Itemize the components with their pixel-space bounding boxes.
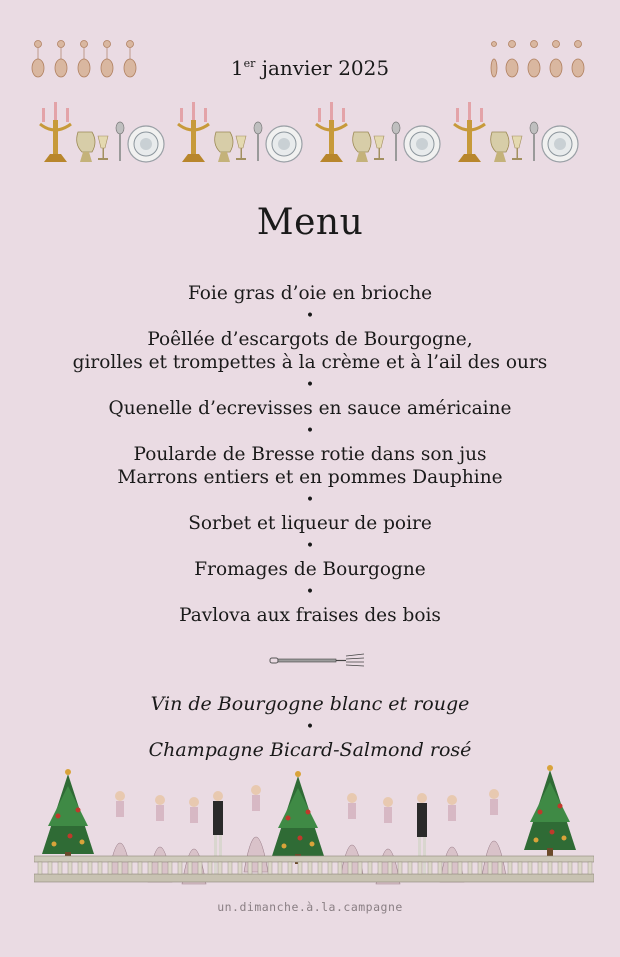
course-separator: • xyxy=(305,584,315,600)
course-separator: • xyxy=(305,492,315,508)
course-1: Foie gras d’oie en brioche xyxy=(187,283,433,304)
wine-2: Champagne Bicard-Salmond rosé xyxy=(148,739,472,761)
fork-divider-icon xyxy=(268,651,368,669)
wine-separator: • xyxy=(305,719,315,735)
menu-title: Menu xyxy=(256,202,364,243)
ballroom-frieze-decoration xyxy=(34,762,594,886)
table-setting-frieze-decoration xyxy=(34,96,594,168)
course-4-line-2: Marrons entiers et en pommes Dauphine xyxy=(117,467,503,488)
course-separator: • xyxy=(305,538,315,554)
course-6: Fromages de Bourgogne xyxy=(194,559,426,580)
course-separator: • xyxy=(305,377,315,393)
menu-courses xyxy=(0,282,620,627)
course-3: Quenelle d’ecrevisses en sauce américaine xyxy=(108,398,512,419)
course-separator: • xyxy=(305,308,315,324)
menu-date xyxy=(0,56,620,80)
wine-1: Vin de Bourgogne blanc et rouge xyxy=(150,693,470,715)
course-2-line-1: Poêllée d’escargots de Bourgogne, xyxy=(147,329,473,350)
date-ordinal: er xyxy=(243,57,256,70)
course-7: Pavlova aux fraises des bois xyxy=(179,605,441,626)
wine-list xyxy=(0,693,620,762)
course-2-line-2: girolles et trompettes à la crème et à l’ail des ours xyxy=(72,352,548,373)
course-4-line-1: Poularde de Bresse rotie dans son jus xyxy=(133,444,487,465)
footer-watermark: un.dimanche.à.la.campagne xyxy=(217,900,403,914)
date-month-year: janvier 2025 xyxy=(255,56,390,80)
course-5: Sorbet et liqueur de poire xyxy=(188,513,432,534)
course-separator: • xyxy=(305,423,315,439)
date-day: 1 xyxy=(230,56,244,80)
